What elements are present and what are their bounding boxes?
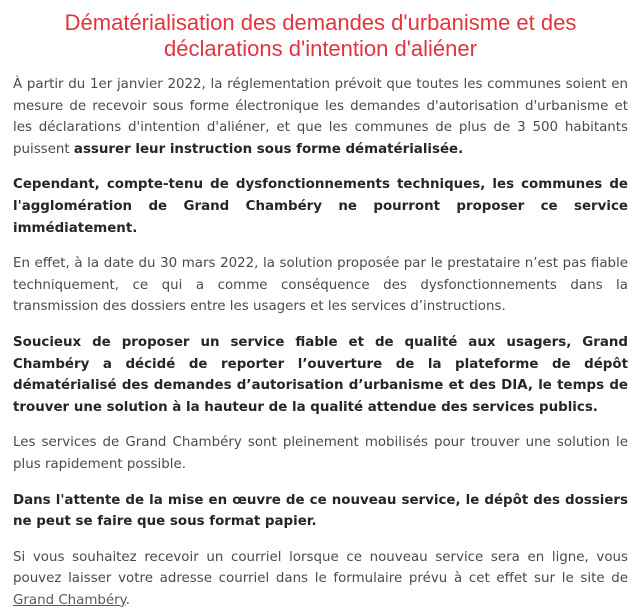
paper-format-paragraph: Dans l'attente de la mise en œuvre de ce nouveau service, le dépôt des dossiers ne peut se faire que sous format papier. <box>13 492 628 530</box>
intro-text: À partir du 1er janvier 2022, la réglementation prévoit que toutes les communes soient en mesure de recevoir sous forme électronique les demandes d'autorisation d'urbanisme et les déclarations d'intention d'aliéner, et que les communes de plus de 3 500 habitants puissent <box>13 77 628 157</box>
decision-paragraph: Soucieux de proposer un service fiable et de qualité aux usagers, Grand Chambéry a décidé de reporter l’ouverture de la plateforme de dépôt dématérialisé des demandes d’autorisation d’urbanisme et des DIA, le temps de trouver une solution à la hauteur de la qualité attendue des services publics. <box>13 334 628 415</box>
email-text: Si vous souhaitez recevoir un courriel lorsque ce nouveau service sera en ligne, vous pouvez laisser votre adresse courriel dans le formulaire prévu à cet effet sur le site de <box>13 549 628 587</box>
grand-chambery-link[interactable]: Grand Chambéry <box>13 592 126 608</box>
page-title: Dématérialisation des demandes d'urbanisme et des déclarations d'intention d'aliéner <box>64 10 577 61</box>
intro-bold-text: assurer leur instruction sous forme dématérialisée. <box>73 141 464 157</box>
email-paragraph <box>13 547 628 611</box>
intro-paragraph <box>13 74 628 160</box>
notice-paragraph: Cependant, compte-tenu de dysfonctionnements techniques, les communes de l'agglomération de Grand Chambéry ne pourront proposer ce service immédiatement. <box>13 177 628 236</box>
email-end: . <box>125 592 130 608</box>
mobilisation-paragraph: Les services de Grand Chambéry sont pleinement mobilisés pour trouver une solution le plus rapidement possible. <box>13 435 628 472</box>
explanation-paragraph: En effet, à la date du 30 mars 2022, la solution proposée par le prestataire n’est pas fiable techniquement, ce qui a comme conséquence des dysfonctionnements dans la transmission des dossiers entre les usagers et les services d’instructions. <box>13 256 628 315</box>
